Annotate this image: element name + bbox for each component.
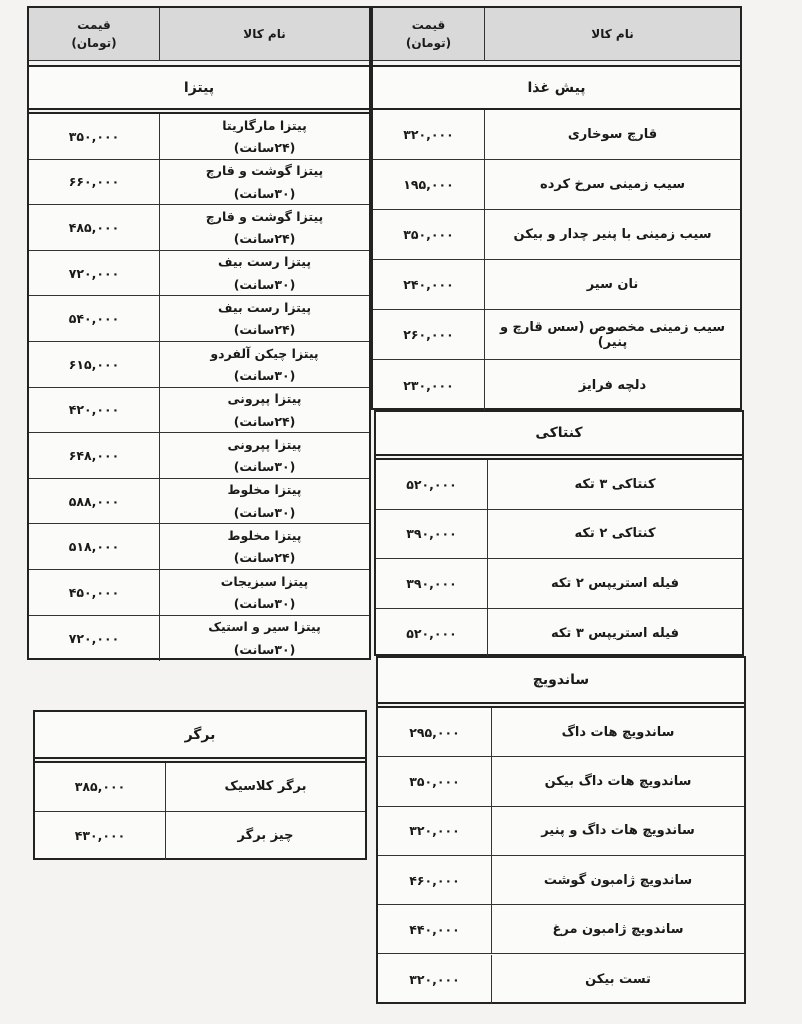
item-name-cell — [160, 388, 369, 433]
sandwich-table — [376, 656, 746, 1004]
kentucky-row — [376, 510, 742, 560]
price-header — [29, 8, 160, 60]
appetizer-row — [373, 210, 740, 260]
item-name: پیتزا مخلوط — [227, 528, 302, 544]
pizza-row — [29, 342, 369, 388]
item-name: فیله استریپس ۳ تکه — [550, 625, 680, 641]
item-name-cell — [160, 342, 369, 387]
price-header-unit-right: (تومان) — [405, 36, 452, 50]
item-price: ۳۲۰,۰۰۰ — [378, 807, 492, 855]
item-price: ۳۵۰,۰۰۰ — [29, 114, 160, 159]
kentucky-table — [374, 410, 744, 656]
item-price: ۱۹۵,۰۰۰ — [373, 160, 485, 209]
item-price: ۶۶۰,۰۰۰ — [29, 160, 160, 205]
sandwich-row — [378, 955, 744, 1004]
item-price: ۵۱۸,۰۰۰ — [29, 524, 160, 569]
item-name: پیتزا پپرونی — [227, 436, 302, 452]
item-price: ۴۳۰,۰۰۰ — [35, 812, 166, 861]
pizza-section-row — [29, 67, 369, 110]
item-size: (۳۰سانت) — [233, 642, 296, 658]
kentucky-section-row — [376, 412, 742, 456]
item-name: دلچه فرایز — [578, 377, 647, 393]
item-price: ۲۳۰,۰۰۰ — [373, 360, 485, 410]
item-size: (۳۰سانت) — [233, 367, 296, 383]
item-size: (۲۴سانت) — [233, 550, 296, 566]
sandwich-row — [378, 905, 744, 954]
item-name: پیتزا چیکن آلفردو — [210, 345, 319, 361]
pizza-row — [29, 570, 369, 616]
item-name: پیتزا مخلوط — [227, 482, 302, 498]
item-price: ۳۵۰,۰۰۰ — [373, 210, 485, 259]
item-price: ۲۹۵,۰۰۰ — [378, 708, 492, 756]
item-name-cell — [160, 114, 369, 159]
item-name-cell — [160, 479, 369, 524]
kentucky-row — [376, 559, 742, 609]
pizza-row — [29, 616, 369, 662]
item-price: ۴۸۵,۰۰۰ — [29, 205, 160, 250]
item-name: کنتاکی ۲ تکه — [574, 526, 656, 542]
appetizer-row — [373, 110, 740, 160]
pizza-row — [29, 205, 369, 251]
appetizer-row — [373, 310, 740, 360]
sandwich-row — [378, 856, 744, 905]
item-name-cell — [160, 570, 369, 615]
burger-table — [33, 710, 367, 860]
appetizer-section-title: پیش غذا — [527, 79, 586, 96]
sandwich-section-title: ساندویچ — [532, 672, 590, 688]
item-name-cell — [160, 433, 369, 478]
item-price: ۴۴۰,۰۰۰ — [378, 905, 492, 953]
item-name-cell — [160, 296, 369, 341]
item-name: تست بیکن — [585, 971, 651, 987]
item-price: ۴۵۰,۰۰۰ — [29, 570, 160, 615]
item-name: کنتاکی ۳ تکه — [574, 476, 656, 492]
price-header-right — [373, 8, 485, 60]
kentucky-row — [376, 460, 742, 510]
item-size: (۳۰سانت) — [233, 504, 296, 520]
pizza-section-title: پیتزا — [183, 79, 215, 96]
pizza-table — [27, 6, 371, 660]
pizza-row — [29, 160, 369, 206]
item-size: (۳۰سانت) — [233, 595, 296, 611]
item-price: ۷۲۰,۰۰۰ — [29, 616, 160, 662]
item-name-cell — [160, 205, 369, 250]
item-name: ساندویچ ژامبون مرغ — [552, 921, 684, 937]
item-name: فیله استریپس ۲ تکه — [550, 575, 680, 591]
item-name: پیتزا سبزیجات — [220, 573, 309, 589]
appetizer-row — [373, 360, 740, 410]
item-name-cell — [160, 616, 369, 662]
pizza-row — [29, 251, 369, 297]
burger-row — [35, 763, 365, 812]
item-size: (۲۴سانت) — [233, 139, 296, 155]
item-size: (۲۴سانت) — [233, 413, 296, 429]
item-name: ساندویچ هات داگ و پنیر — [541, 823, 695, 839]
item-size: (۳۰سانت) — [233, 459, 296, 475]
item-price: ۴۶۰,۰۰۰ — [378, 856, 492, 904]
pizza-row — [29, 433, 369, 479]
kentucky-section-title: کنتاکی — [535, 425, 583, 441]
sandwich-row — [378, 708, 744, 757]
appetizer-table — [371, 6, 742, 410]
item-price: ۳۹۰,۰۰۰ — [376, 510, 488, 559]
pizza-row — [29, 524, 369, 570]
item-price: ۵۲۰,۰۰۰ — [376, 609, 488, 659]
item-price: ۶۱۵,۰۰۰ — [29, 342, 160, 387]
item-name-cell — [160, 251, 369, 296]
appetizer-section-row — [373, 67, 740, 110]
price-header-unit: (تومان) — [71, 36, 117, 50]
item-name: سیب زمینی مخصوص (سس قارچ و پنیر) — [499, 319, 726, 350]
table-header-row — [29, 8, 369, 61]
item-name: پیتزا گوشت و قارچ — [205, 208, 324, 224]
item-size: (۳۰سانت) — [233, 276, 296, 292]
item-price: ۴۲۰,۰۰۰ — [29, 388, 160, 433]
item-price: ۵۴۰,۰۰۰ — [29, 296, 160, 341]
item-price: ۵۲۰,۰۰۰ — [376, 460, 488, 509]
item-price: ۳۲۰,۰۰۰ — [373, 110, 485, 159]
item-price: ۲۶۰,۰۰۰ — [373, 310, 485, 359]
item-price: ۶۴۸,۰۰۰ — [29, 433, 160, 478]
item-name-cell — [160, 160, 369, 205]
item-name: پیتزا مارگاریتا — [222, 117, 307, 133]
name-header — [160, 8, 369, 60]
appetizer-row — [373, 160, 740, 210]
item-price: ۳۹۰,۰۰۰ — [376, 559, 488, 608]
item-name-cell — [160, 524, 369, 569]
item-size: (۲۴سانت) — [233, 231, 296, 247]
item-name: چیز برگر — [237, 828, 294, 844]
item-name: پیتزا سیر و استیک — [208, 619, 321, 635]
burger-row — [35, 812, 365, 861]
burger-section-row — [35, 712, 365, 759]
name-header-label-right: نام کالا — [591, 27, 634, 41]
name-header-right — [485, 8, 740, 60]
item-name: پیتزا رست بیف — [217, 300, 312, 316]
pizza-row — [29, 296, 369, 342]
item-price: ۳۵۰,۰۰۰ — [378, 757, 492, 805]
item-name: پیتزا پپرونی — [227, 391, 302, 407]
item-name: پیتزا رست بیف — [217, 254, 312, 270]
price-header-label-right: قیمت — [411, 18, 446, 32]
item-size: (۲۴سانت) — [233, 322, 296, 338]
item-name: پیتزا گوشت و قارچ — [205, 163, 324, 179]
sandwich-section-row — [378, 658, 744, 704]
pizza-row — [29, 479, 369, 525]
name-header-label: نام کالا — [243, 27, 286, 41]
item-name: سیب زمینی سرخ کرده — [540, 177, 685, 192]
item-size: (۳۰سانت) — [233, 185, 296, 201]
item-price: ۷۲۰,۰۰۰ — [29, 251, 160, 296]
burger-section-title: برگر — [184, 726, 216, 743]
item-name: نان سیر — [586, 277, 639, 292]
item-price: ۳۸۵,۰۰۰ — [35, 763, 166, 811]
item-name: سیب زمینی با پنیر چدار و بیکن — [513, 227, 712, 242]
item-price: ۳۲۰,۰۰۰ — [378, 955, 492, 1004]
kentucky-row — [376, 609, 742, 659]
sandwich-row — [378, 757, 744, 806]
table-header-row-right — [373, 8, 740, 61]
item-name: ساندویچ ژامبون گوشت — [543, 872, 693, 888]
pizza-row — [29, 388, 369, 434]
item-name: قارچ سوخاری — [567, 127, 658, 142]
item-name: ساندویچ هات داگ — [561, 724, 675, 740]
appetizer-row — [373, 260, 740, 310]
item-name: ساندویچ هات داگ بیکن — [544, 773, 692, 789]
item-price: ۵۸۸,۰۰۰ — [29, 479, 160, 524]
pizza-row — [29, 114, 369, 160]
item-price: ۲۴۰,۰۰۰ — [373, 260, 485, 309]
item-name: برگر کلاسیک — [224, 779, 307, 795]
sandwich-row — [378, 807, 744, 856]
price-header-label: قیمت — [77, 18, 111, 32]
